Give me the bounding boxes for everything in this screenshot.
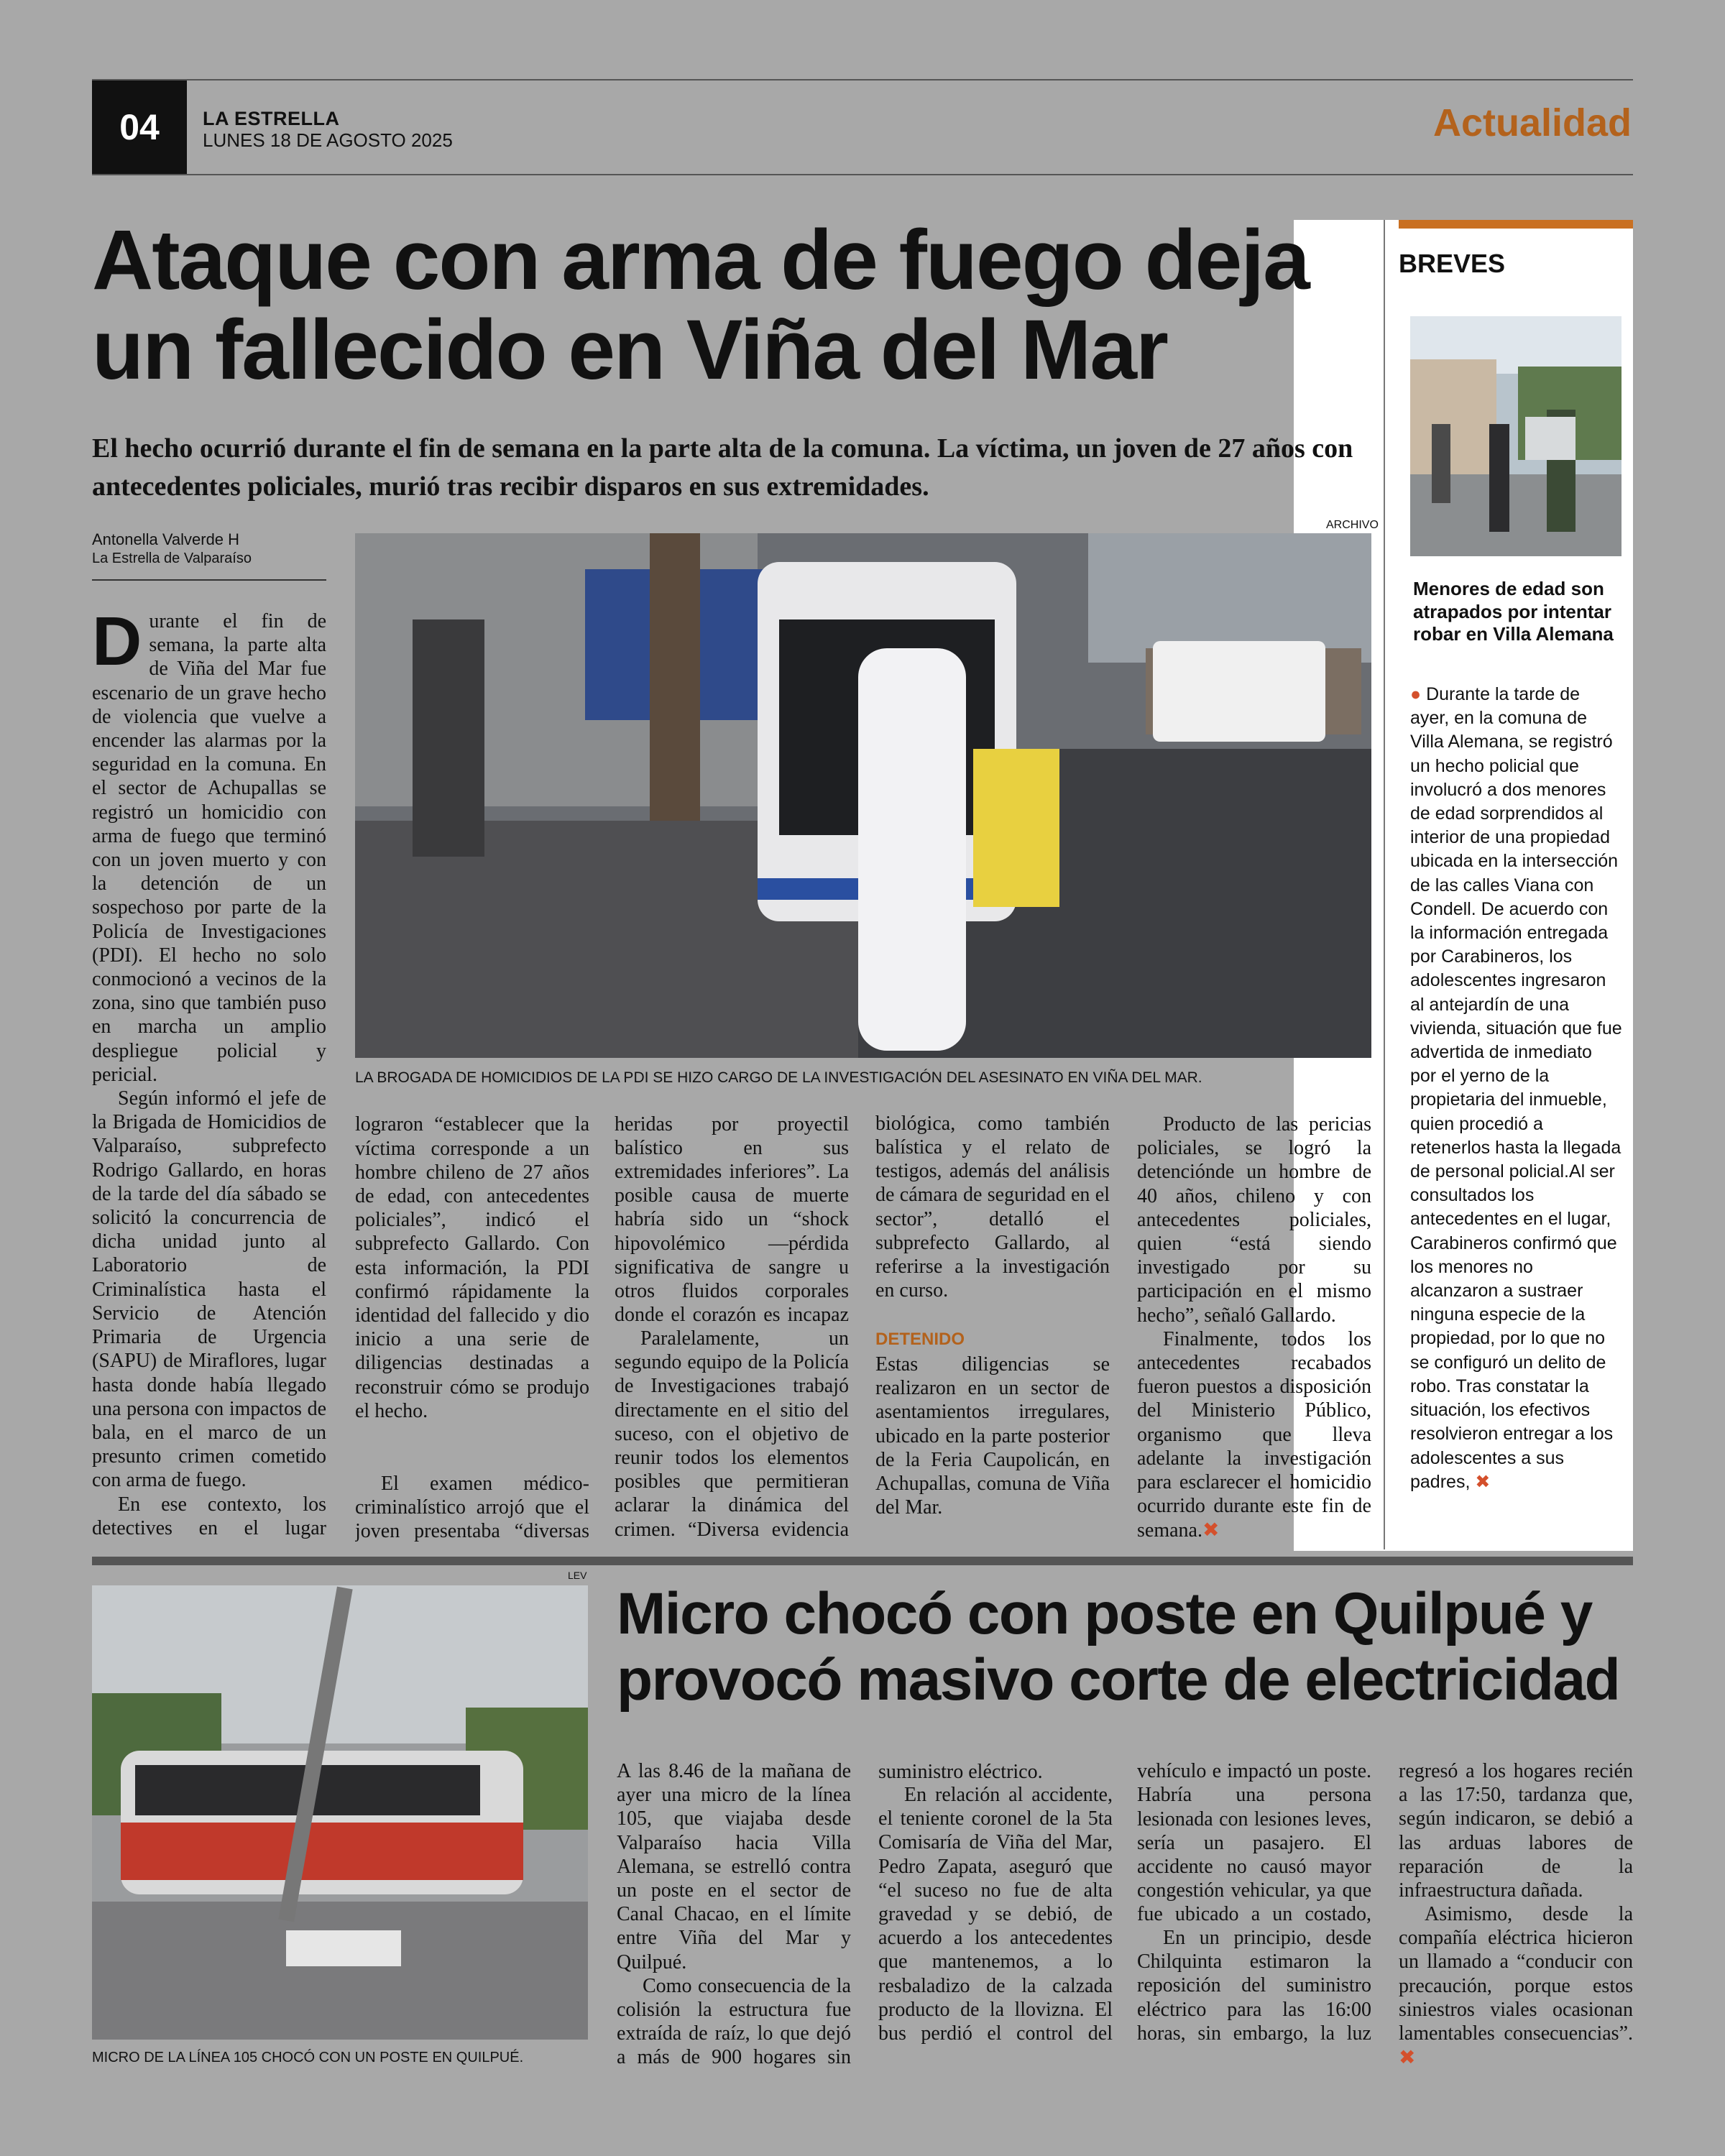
article-column-4 <box>875 1112 1110 1519</box>
header-top-rule <box>92 79 1633 80</box>
paragraph: El examen médico-criminalístico arrojó que el joven presentaba “diversas <box>355 1473 589 1543</box>
paragraph-continued <box>355 1112 589 1472</box>
dropcap: D <box>92 603 142 680</box>
breves-accent-rule <box>1399 220 1633 229</box>
second-article-column-1 <box>617 1759 851 2069</box>
end-of-article-icon: ✖ <box>1475 1471 1491 1492</box>
second-article-column-3 <box>1137 1759 1371 2045</box>
byline-name: Antonella Valverde H <box>92 530 240 548</box>
article-column-1 <box>92 603 326 1540</box>
byline-org: La Estrella de Valparaíso <box>92 550 252 566</box>
issue-date: LUNES 18 DE AGOSTO 2025 <box>203 129 453 151</box>
article-column-2 <box>355 1112 589 1544</box>
section-divider <box>92 1557 1633 1565</box>
page-number: 04 <box>92 80 187 174</box>
paragraph-text: Finalmente, todos los antecedentes recabados fueron puestos a disposición del Ministerio Público, organismo que lleva adelante la investigación para esclarecer el homicidio ocurrido durante este fin de semana. <box>1137 1327 1371 1542</box>
article-column-3 <box>615 1112 849 1542</box>
breves-body <box>1410 683 1623 1494</box>
paragraph <box>1399 1902 1633 2070</box>
second-article-column-4 <box>1399 1759 1633 2070</box>
paragraph: En un principio, desde Chilquinta estimaron la reposición del suministro eléctrico para las 16:00 horas, sin embargo, la luz <box>1137 1927 1371 2045</box>
end-of-article-icon: ✖ <box>1399 2046 1416 2069</box>
paragraph-continued <box>1137 1759 1371 1926</box>
bus-photo <box>92 1585 588 2040</box>
paragraph-continued <box>1399 1759 1633 1902</box>
paragraph: A las 8.46 de la mañana de ayer una micro de la línea 105, que viajaba desde Valparaíso hacia Villa Alemana, se estrelló contra un poste en el sector de Canal Chacao, en el límite entre Viña del Mar y Quilpué. <box>617 1760 851 1973</box>
photo-caption: LA BROGADA DE HOMICIDIOS DE LA PDI SE HIZO CARGO DE LA INVESTIGACIÓN DEL ASESINATO EN VIÑA DEL MAR. <box>355 1069 1202 1086</box>
paragraph: Paralelamente, un segundo equipo de la Policía de Investigaciones trabajó directamente en el sitio del suceso, con el objetivo de reunir todos los elementos posibles que permitieran aclarar la dinámica del crimen. “Diversa evidencia <box>615 1327 849 1541</box>
end-of-article-icon: ✖ <box>1202 1519 1220 1542</box>
paragraph: urante el fin de semana, la parte alta de Viña del Mar fue escenario de un grave hecho de violencia que vuelve a encender las alarmas por la seguridad en la comuna. En el sector de Achupallas se registró un homicidio con arma de fuego que terminó con un joven muerto y con la detención de un sospechoso por parte de la Policía de Investigaciones (PDI). El hecho no solo conmocionó a vecinos de la zona, sino que también puso en marcha un amplio despliegue policial y pericial. <box>92 610 326 1086</box>
byline-rule <box>92 579 326 581</box>
column-divider <box>1384 220 1385 1549</box>
article-column-5 <box>1137 1112 1371 1543</box>
photo-credit: LEV <box>568 1570 587 1581</box>
breves-photo <box>1410 316 1622 556</box>
main-headline: Ataque con arma de fuego deja un fallecido en Viña del Mar <box>92 213 1309 398</box>
paragraph: Estas diligencias se realizaron en un sector de asentamientos irregulares, ubicado en la parte posterior de la Feria Caupolicán, en Achupallas, comuna de Viña del Mar. <box>875 1353 1110 1519</box>
paragraph-text: regresó a los hogares recién a las 17:50, tardanza que, según indicaron, se debió a las arduas labores de reparación de la infraestructura dañada. <box>1399 1760 1633 1902</box>
paragraph: Según informó el jefe de la Brigada de Homicidios de Valparaíso, subprefecto Rodrigo Gallardo, en horas de la tarde del día sábado se solicitó la concurrencia de dicha unidad junto al Laboratorio de Criminalística hasta el Servicio de Atención Primaria de Urgencia (SAPU) de Miraflores, lugar hasta donde había llegado una persona con impactos de bala, en el marco de un presunto crimen cometido con arma de fuego. <box>92 1087 326 1492</box>
second-article-column-2 <box>878 1759 1113 2045</box>
breves-title: BREVES <box>1399 249 1506 278</box>
photo-credit: ARCHIVO <box>1326 519 1379 531</box>
paragraph: En ese contexto, los detectives en el lugar <box>92 1493 326 1539</box>
paragraph-text: lograron “establecer que la víctima corresponde a un hombre chileno de 27 años de edad, con antecedentes policiales”, indicó el subprefecto Gallardo. Con esta información, la PDI confirmó rápidamente la identidad del fallecido y dio inicio a una serie de diligencias destinadas a reconstruir cómo se produjo el hecho. <box>355 1113 589 1422</box>
subhead: DETENIDO <box>875 1330 965 1349</box>
bullet-dot-icon: ● <box>1410 684 1422 704</box>
paper-name: LA ESTRELLA <box>203 108 340 129</box>
paragraph: Como consecuencia de la colisión la estructura fue extraída de raíz, lo que dejó a más de 900 hogares sin <box>617 1974 851 2069</box>
breves-headline: Menores de edad son atrapados por intentar robar en Villa Alemana <box>1413 578 1614 645</box>
breves-text: Durante la tarde de ayer, en la comuna de Villa Alemana, se registró un hecho policial que involucró a dos menores de edad sorprendidos al interior de una propiedad ubicada en la intersección de las calles Viana con Condell. De acuerdo con la información entregada por Carabineros, los adolescentes ingresaron al antejardín de una vivienda, situación que fue advertida de inmediato por el yerno de la propietaria del inmueble, quien procedió a retenerlos hasta la llegada de personal policial.Al ser consultados los antecedentes en el lugar, Carabineros confirmó que los menores no alcanzaron a sustraer ninguna especie de la propiedad, por lo que no se configuró un delito de robo. Tras constatar la situación, los efectivos resolvieron entregar a los adolescentes a sus padres, <box>1410 684 1622 1492</box>
header-bottom-rule <box>92 174 1633 175</box>
bus-photo-caption: MICRO DE LA LÍNEA 105 CHOCÓ CON UN POSTE EN QUILPUÉ. <box>92 2050 524 2065</box>
paragraph-text: biológica, como también balística y el relato de testigos, además del análisis de cámara de seguridad en el sector”, detalló el subprefecto Gallardo, al referirse a la investigación en curso. <box>875 1112 1110 1302</box>
section-label: Actualidad <box>1432 101 1632 144</box>
main-photo <box>355 533 1371 1058</box>
second-headline: Micro chocó con poste en Quilpué y provocó masivo corte de electricidad <box>617 1581 1620 1713</box>
paragraph <box>1137 1327 1371 1543</box>
standfirst: El hecho ocurrió durante el fin de semana en la parte alta de la comuna. La víctima, un joven de 27 años con antecedentes policiales, murió tras recibir disparos en sus extremidades. <box>92 433 1353 502</box>
paragraph-text: heridas por proyectil balístico en sus extremidades inferiores”. La posible causa de muerte habría sido un “shock hipovolémico —pérdida significativa de sangre u otros fluidos corporales donde el corazón es incapaz <box>615 1112 849 1327</box>
paragraph-continued <box>875 1112 1110 1327</box>
paragraph: Producto de las pericias policiales, se logró la detenciónde un hombre de 40 años, chileno y con antecedentes policiales, quien “está siendo investigado por su participación en el mismo hecho”, señaló Gallardo. <box>1137 1113 1371 1327</box>
paragraph-text: Asimismo, desde la compañía eléctrica hicieron un llamado a “conducir con precaución, porque estos siniestros viales ocasionan lamentables consecuencias”. <box>1399 1903 1633 2045</box>
paragraph: En relación al accidente, el teniente coronel de la 5ta Comisaría de Viña del Mar, Pedro Zapata, aseguró que “el suceso no fue de alta gravedad y se debió, de acuerdo a los antecedentes que mantenemos, a lo resbaladizo de la calzada producto de la llovizna. El bus perdió el control del <box>878 1784 1113 2045</box>
paragraph-text: suministro eléctrico. <box>878 1760 1043 1783</box>
paragraph-continued <box>615 1112 849 1327</box>
paragraph-text: vehículo e impactó un poste. Habría una persona lesionada con lesiones leves, sería un pasajero. El accidente no causó mayor congestión vehicular, ya que fue ubicado a un costado, <box>1137 1760 1371 1926</box>
paragraph-continued <box>878 1759 1113 1783</box>
